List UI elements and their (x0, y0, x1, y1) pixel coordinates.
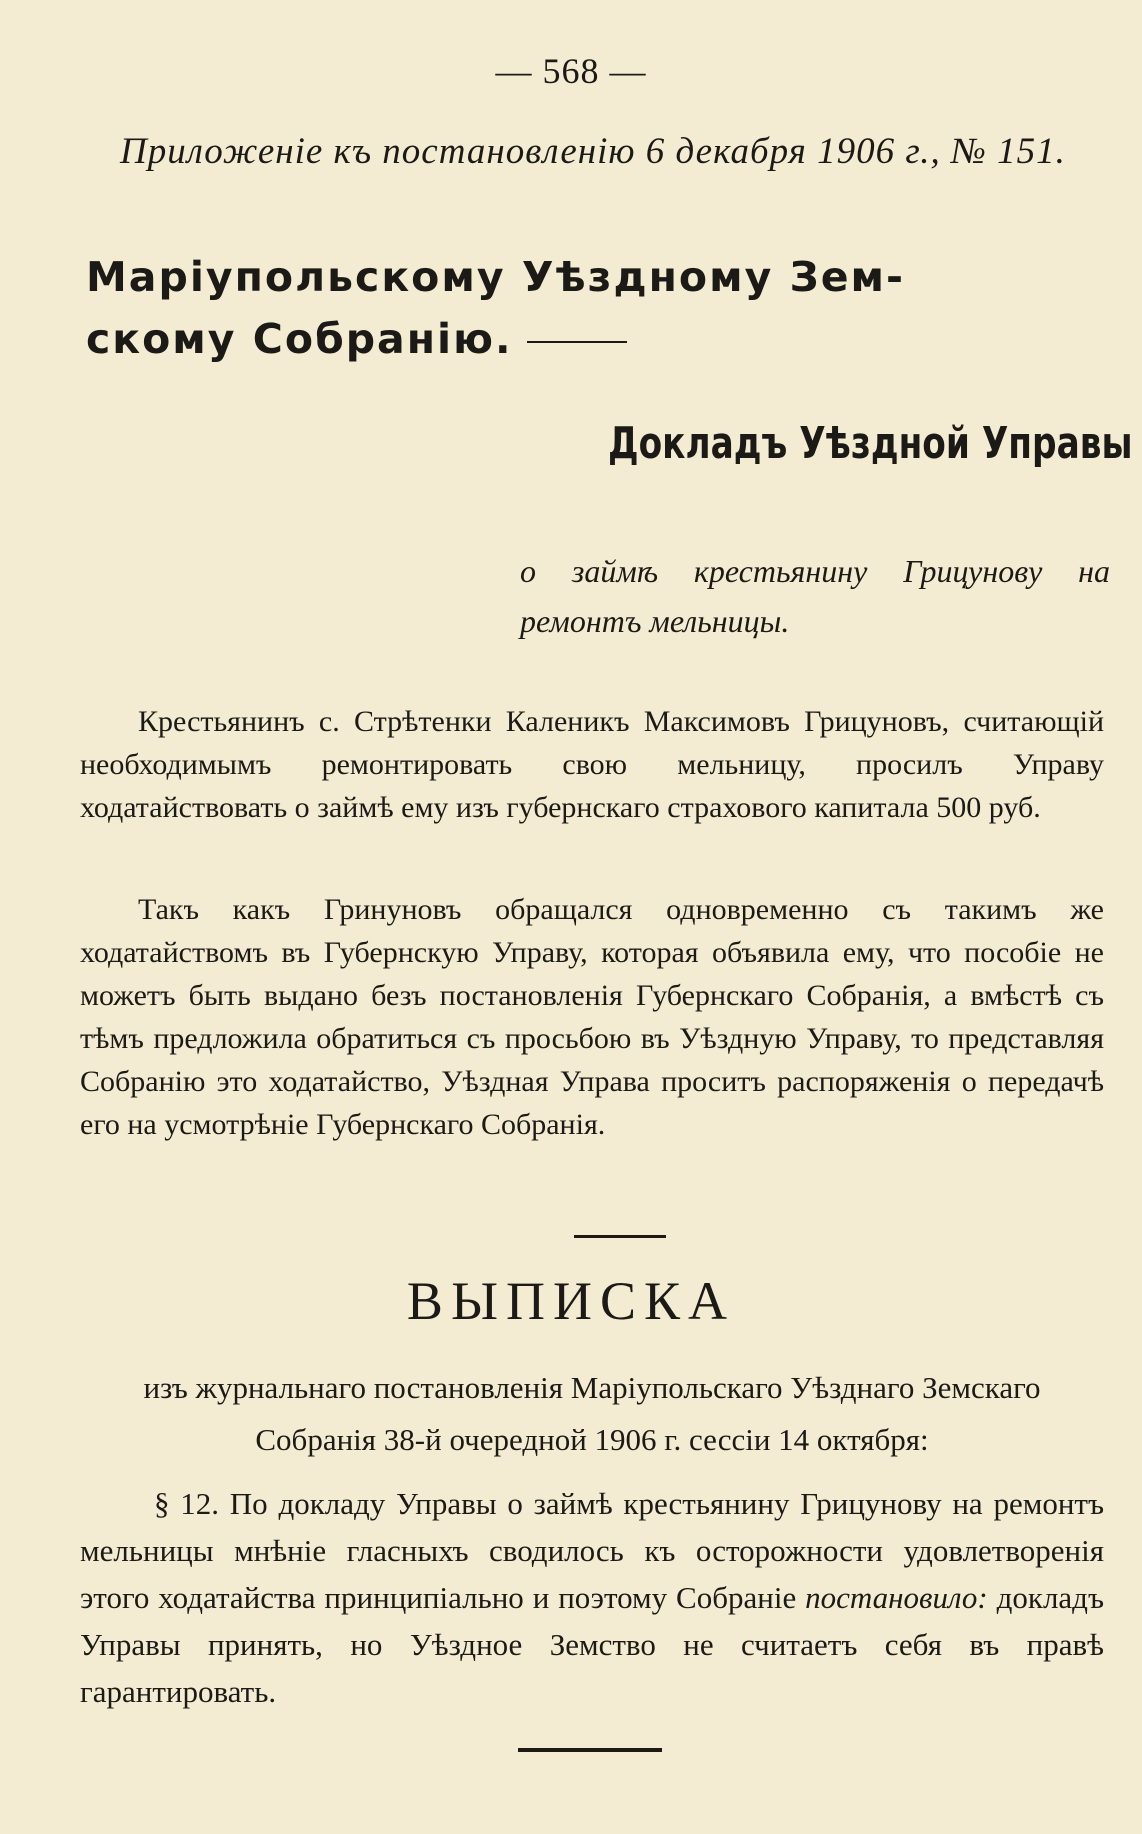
report-title: Докладъ Уѣздной Управы (608, 418, 1133, 469)
extract-source: изъ журнальнаго постановленія Маріупольскаго Уѣзднаго Земскаго Собранія 38-й очередной 1906 г. сессіи 14 октября: (143, 1370, 1041, 1457)
addressee-heading (86, 246, 1086, 370)
appendix-note: Приложеніе къ постановленію 6 декабря 1906 г., № 151. (120, 131, 1066, 172)
page-number: — 568 — (495, 51, 647, 91)
extract-paragraph-start: § 12. По докладу Управы о займѣ крестьянину Грицунову на ремонтъ мельницы мнѣніе гласныхъ сводилось къ осторожности удовлетворенія этого ходатайства принципіально и поэтому Собраніе (80, 1486, 1104, 1615)
report-subject: о займѣ крестьянину Грицунову на ремонтъ мельницы. (520, 553, 1110, 639)
heading-rule (527, 341, 627, 343)
extract-paragraph (80, 1480, 1104, 1715)
extract-title: ВЫПИСКА (406, 1271, 736, 1331)
paragraph-1: Крестьянинъ с. Стрѣтенки Каленикъ Максимовъ Грицуновъ, считающій необходимымъ ремонтировать свою мельницу, просилъ Управу ходатайствовать о займѣ ему изъ губернскаго страхового капитала 500 руб. (80, 705, 1104, 824)
extract-paragraph-end: докладъ Управы принять, но Уѣздное Земство не считаетъ себя въ правѣ гарантировать. (80, 1580, 1104, 1709)
closing-rule (518, 1748, 662, 1752)
paragraph-2: Такъ какъ Гринуновъ обращался одновременно съ такимъ же ходатайствомъ въ Губернскую Управу, которая объявила ему, что пособіе не можетъ быть выдано безъ постановленія Губернскаго Собранія, а вмѣстѣ съ тѣмъ предложила обратиться съ просьбою въ Уѣздную Управу, то представляя Собранію это ходатайство, Уѣздная Управа проситъ распоряженія о передачѣ его на усмотрѣніе Губернскаго Собранія. (80, 893, 1104, 1141)
addressee-line-1: Маріупольскому Уѣздному Зем- (86, 253, 906, 301)
section-divider (574, 1235, 666, 1238)
resolution-word: постановило: (805, 1580, 988, 1615)
addressee-line-2: скому Собранію. (86, 315, 513, 363)
